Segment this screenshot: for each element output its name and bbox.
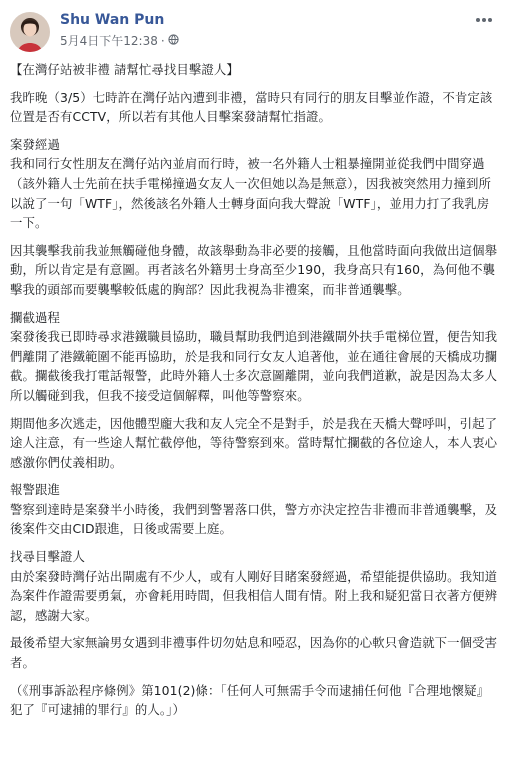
post-meta (60, 32, 179, 49)
post-header (10, 10, 498, 54)
author-name[interactable]: Shu Wan Pun (60, 12, 165, 28)
post-paragraph: 期間他多次逃走，因他體型龐大我和友人完全不是對手，於是我在天橋大聲呼叫，引起了途人注意，有一些途人幫忙截停他，等待警察到來。當時幫忙攔截的各位途人，本人衷心感激你們仗義相助。 (10, 415, 498, 470)
globe-icon[interactable] (168, 34, 179, 48)
post-title: 【在灣仔站被非禮 請幫忙尋找目擊證人】 (10, 62, 239, 77)
avatar-image (10, 12, 50, 52)
post-body (10, 60, 498, 720)
avatar[interactable] (10, 12, 50, 52)
post-paragraph-witness: 找尋目擊證人 由於案發時灣仔站出閘處有不少人，或有人剛好目睹案發經過，希望能提供協助。我知道為案件作證需要勇氣，亦會耗用時間，但我相信人間有情。附上我和疑犯當日衣著方便辨認，感謝大家。 (10, 549, 498, 623)
post-paragraph: 我昨晚（3/5）七時許在灣仔站內遭到非禮，當時只有同行的朋友目擊並作證，不肯定該位置是否有CCTV，所以若有其他人目擊案發請幫忙指證。 (10, 89, 493, 125)
post-paragraph-interception: 攔截過程 案發後我已即時尋求港鐵職員協助，職員幫助我們追到港鐵閘外扶手電梯位置，便告知我們離開了港鐵範圍不能再協助，於是我和同行女友人追著他，並在通往會展的天橋成功攔截。攔截後我打電話報警，此時外籍人士多次意圖離開，並向我們道歉，說是因為太多人所以觸碰到我，但我不接受這個解釋，叫他等警察來。 (10, 309, 498, 403)
post-paragraph: 因其襲擊我前我並無觸碰他身體，故該舉動為非必要的接觸，且他當時面向我做出這個舉動，所以肯定是有意圖。再者該名外籍男士身高至少190，我身高只有160，為何他不襲擊我的頭部而要襲擊較低處的胸部？因此我視為非禮案，而非普通襲擊。 (10, 242, 498, 297)
post-paragraph-legal-note: （《刑事訴訟程序條例》第101(2)條：「任何人可無需手令而逮捕任何他『合理地懷疑』犯了『可逮捕的罪行』的人。」） (10, 682, 490, 718)
post-paragraph-report: 報警跟進 警察到達時是案發半小時後，我們到警署落口供，警方亦決定控告非禮而非普通襲擊，及後案件交由CID跟進，日後或需要上庭。 (10, 482, 498, 537)
post-timestamp[interactable]: 5月4日下午12:38 (60, 34, 158, 48)
post-paragraph: 最後希望大家無論男女遇到非禮事件切勿姑息和啞忍，因為你的心軟只會造就下一個受害者。 (10, 635, 498, 671)
post-paragraph-incident: 案發經過 我和同行女性朋友在灣仔站內並肩而行時，被一名外籍人士粗暴撞開並從我們中間穿過（該外籍人士先前在扶手電梯撞過女友人一次但她以為是無意），因我被突然用力撞到所以說了一句「WTF」，然後該名外籍人士轉身面向我大聲說「WTF」，並用力打了我乳房一下。 (10, 136, 491, 231)
more-options-icon[interactable] (472, 12, 496, 28)
meta-separator: · (160, 33, 165, 48)
